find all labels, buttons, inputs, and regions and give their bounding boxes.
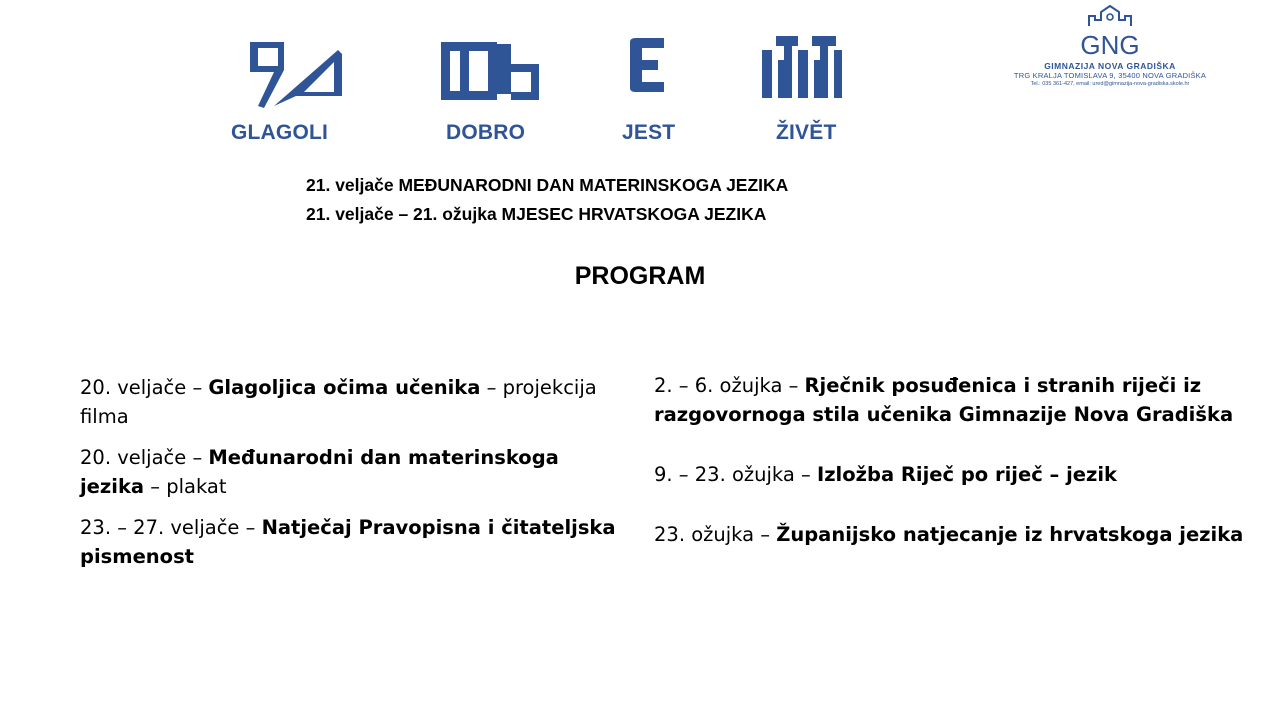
program-item (654, 371, 1264, 429)
program-item-title: Izložba Riječ po riječ – jezik (816, 463, 1118, 486)
school-name: GIMNAZIJA NOVA GRADIŠKA (1044, 61, 1176, 71)
program-item-rest: – projekcija filma (80, 376, 597, 428)
school-contact: Tel.: 035 361-427, email: ured@gimnazija-nova-gradiska.skole.hr (1030, 81, 1190, 87)
school-monogram: GNG (1080, 30, 1140, 60)
program-item-date: 20. veljače – (80, 376, 209, 399)
program-item-date: 23. ožujka – (654, 523, 777, 546)
headline-croatian-language-month: 21. veljače – 21. ožujka MJESEC HRVATSKOGA JEZIKA (306, 204, 767, 224)
program-item (80, 443, 620, 501)
program-item-title: Natječaj Pravopisna i čitateljska pismenost (80, 516, 616, 568)
program-item (654, 520, 1264, 549)
school-logo (1000, 4, 1220, 94)
glagolitic-zivet-glyph (762, 36, 842, 100)
program-item (80, 513, 620, 571)
slogan-word-dobro: DOBRO (446, 121, 526, 144)
program-title: PROGRAM (574, 262, 706, 290)
glagolitic-glagoli-glyph (250, 40, 345, 110)
program-left-column (80, 373, 620, 583)
program-right-column (654, 371, 1264, 549)
program-item-title: Međunarodni dan materinskoga jezika (80, 446, 559, 498)
program-item-title: Rječnik posuđenica i stranih riječi iz razgovornoga stila učenika Gimnazije Nova Gradiška (654, 374, 1234, 426)
slogan-word-glagoli: GLAGOLI (231, 121, 329, 144)
school-crest-icon (1075, 4, 1145, 60)
slogan-word-jest: JEST (622, 121, 676, 144)
program-item-title: Županijsko natjecanje iz hrvatskoga jezika (776, 523, 1244, 546)
program-item-date: 23. – 27. veljače – (80, 516, 262, 539)
program-item (80, 373, 620, 431)
program-item-date: 20. veljače – (80, 446, 209, 469)
school-address: TRG KRALJA TOMISLAVA 9, 35400 NOVA GRADIŠKA (1013, 71, 1207, 80)
program-item-date: 2. – 6. ožujka – (654, 374, 805, 397)
glagolitic-dobro-glyph (441, 42, 541, 102)
program-item-rest: – plakat (144, 475, 227, 498)
glagolitic-jest-glyph (628, 38, 668, 93)
slogan-word-zivet: ŽIVĚT (776, 121, 837, 144)
program-item (654, 460, 1264, 489)
program-item-title: Glagoljica očima učenika (208, 376, 481, 399)
program-item-date: 9. – 23. ožujka – (654, 463, 817, 486)
headline-mother-tongue-day: 21. veljače MEĐUNARODNI DAN MATERINSKOGA JEZIKA (306, 175, 789, 195)
